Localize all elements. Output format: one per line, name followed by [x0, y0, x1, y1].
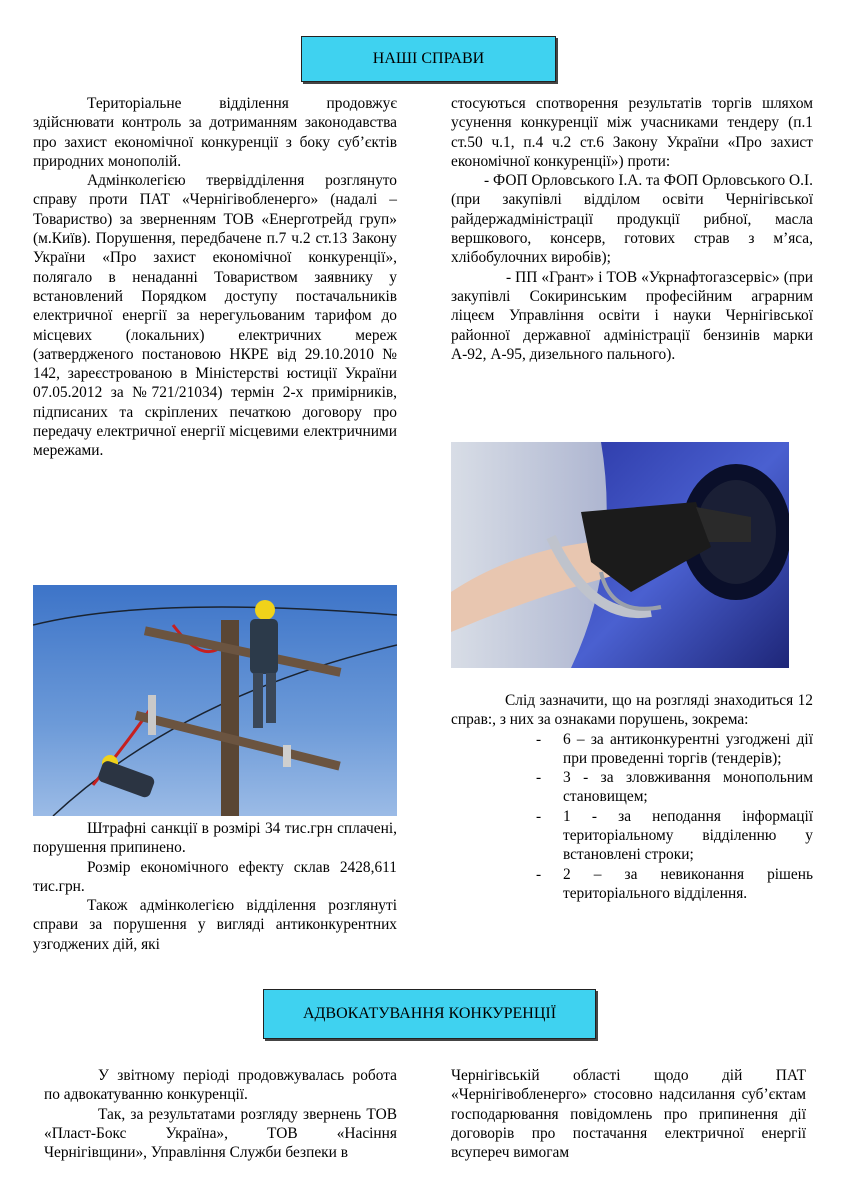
paragraph: Штрафні санкції в розмірі 34 тис.грн сплачені, порушення припинено.	[33, 820, 397, 857]
case-item: - ФОП Орловського І.А. та ФОП Орловського О.І. (при закупівлі відділом освіти Чернігівської райдержадміністрації продукції рибної, масла вершкового, консерв, готових страв з м’яса, хлібобулочних виробів);	[451, 172, 813, 267]
paragraph: Також адмінколегією відділення розглянуті справи за порушення у вигляді антиконкурентних узгоджених дій, які	[33, 897, 397, 953]
left-column-text-top	[33, 94, 397, 461]
electrician-photo	[33, 585, 397, 816]
left-column-text-bottom	[33, 819, 397, 954]
advocacy-right-column	[451, 1066, 806, 1162]
fuel-nozzle-photo-graphic	[451, 442, 789, 668]
case-item: - ПП «Грант» і ТОВ «Укрнафтогазсервіс» (при закупівлі Сокиринським професійним аграрним ліцеєм Управління освіти і науки Чернігівської районної державної адміністрації бензинів марки А-92, А-95, дизельного пального).	[451, 268, 813, 363]
section-heading-text: АДВОКАТУВАННЯ КОНКУРЕНЦІЇ	[302, 1005, 557, 1022]
paragraph: Чернігівській області щодо дій ПАТ «Чернігівобленерго» стосовно надсилання суб’єктам господарювання повідомлень про припинення дії договорів про постачання електричної енергії всупереч вимогам	[451, 1067, 806, 1162]
paragraph: стосуються спотворення результатів торгів шляхом усунення конкуренції між учасниками тендеру (п.1 ст.50 ч.1, п.4 ч.2 ст.6 Закону України «Про захист економічної конкуренції») проти:	[451, 95, 813, 170]
list-item: - 3 - за зловживання монопольним становищем;	[451, 768, 813, 807]
list-item: - 2 – за невиконання рішень територіального відділення.	[451, 865, 813, 904]
paragraph: У звітному періоді продовжувалась робота по адвокатуванню конкуренції.	[44, 1067, 397, 1104]
violations-list	[451, 730, 813, 904]
paragraph: Адмінколегією твервідділення розглянуто справу проти ПАТ «Чернігівобленерго» (надалі –Товариство) за зверненням ТОВ «Енерготрейд груп» (м.Київ). Порушення, передбачене п.7 ч.2 ст.13 Закону України «Про захист економічної конкуренції», полягало в ненаданні Товариством заявнику у встановлений Порядком доступу постачальників електричної енергії за нерегульованим тарифом до місцевих (локальних) електричних мереж (затвердженого постановою НКРЕ від 29.10.2010 № 142, зареєстрованою в Міністерстві юстиції України 07.05.2012 за №721/21034) термін 2-х примірників, підписаних та скріплених печаткою договору про передачу електричної енергії місцевими електричними мережами.	[33, 172, 397, 460]
paragraph: Слід зазначити, що на розгляді знаходиться 12 справ:, з них за ознаками порушень, зокрема:	[451, 692, 813, 729]
advocacy-left-column	[44, 1066, 397, 1162]
paragraph: Територіальне відділення продовжує здійснювати контроль за дотриманням законодавства про захист економічної конкуренції з боку суб’єктів природних монополій.	[33, 95, 397, 170]
section-heading-our-cases	[301, 36, 556, 82]
list-item: - 1 - за неподання інформації територіальному відділенню у встановлені строки;	[451, 807, 813, 865]
electrician-photo-graphic	[33, 585, 397, 816]
section-heading-competition-advocacy	[263, 989, 596, 1039]
section-heading-text: НАШІ СПРАВИ	[372, 50, 485, 67]
paragraph: Розмір економічного ефекту склав 2428,611 тис.грн.	[33, 858, 397, 895]
right-column-text-bottom	[451, 691, 813, 903]
paragraph: Так, за результатами розгляду звернень ТОВ «Пласт-Бокс Україна», ТОВ «Насіння Чернігівщини», Управління Служби безпеки в	[44, 1105, 397, 1162]
list-item: - 6 – за антиконкурентні узгоджені дії при проведенні торгів (тендерів);	[451, 730, 813, 769]
right-column-text-top	[451, 94, 813, 364]
fuel-nozzle-photo	[451, 442, 789, 668]
